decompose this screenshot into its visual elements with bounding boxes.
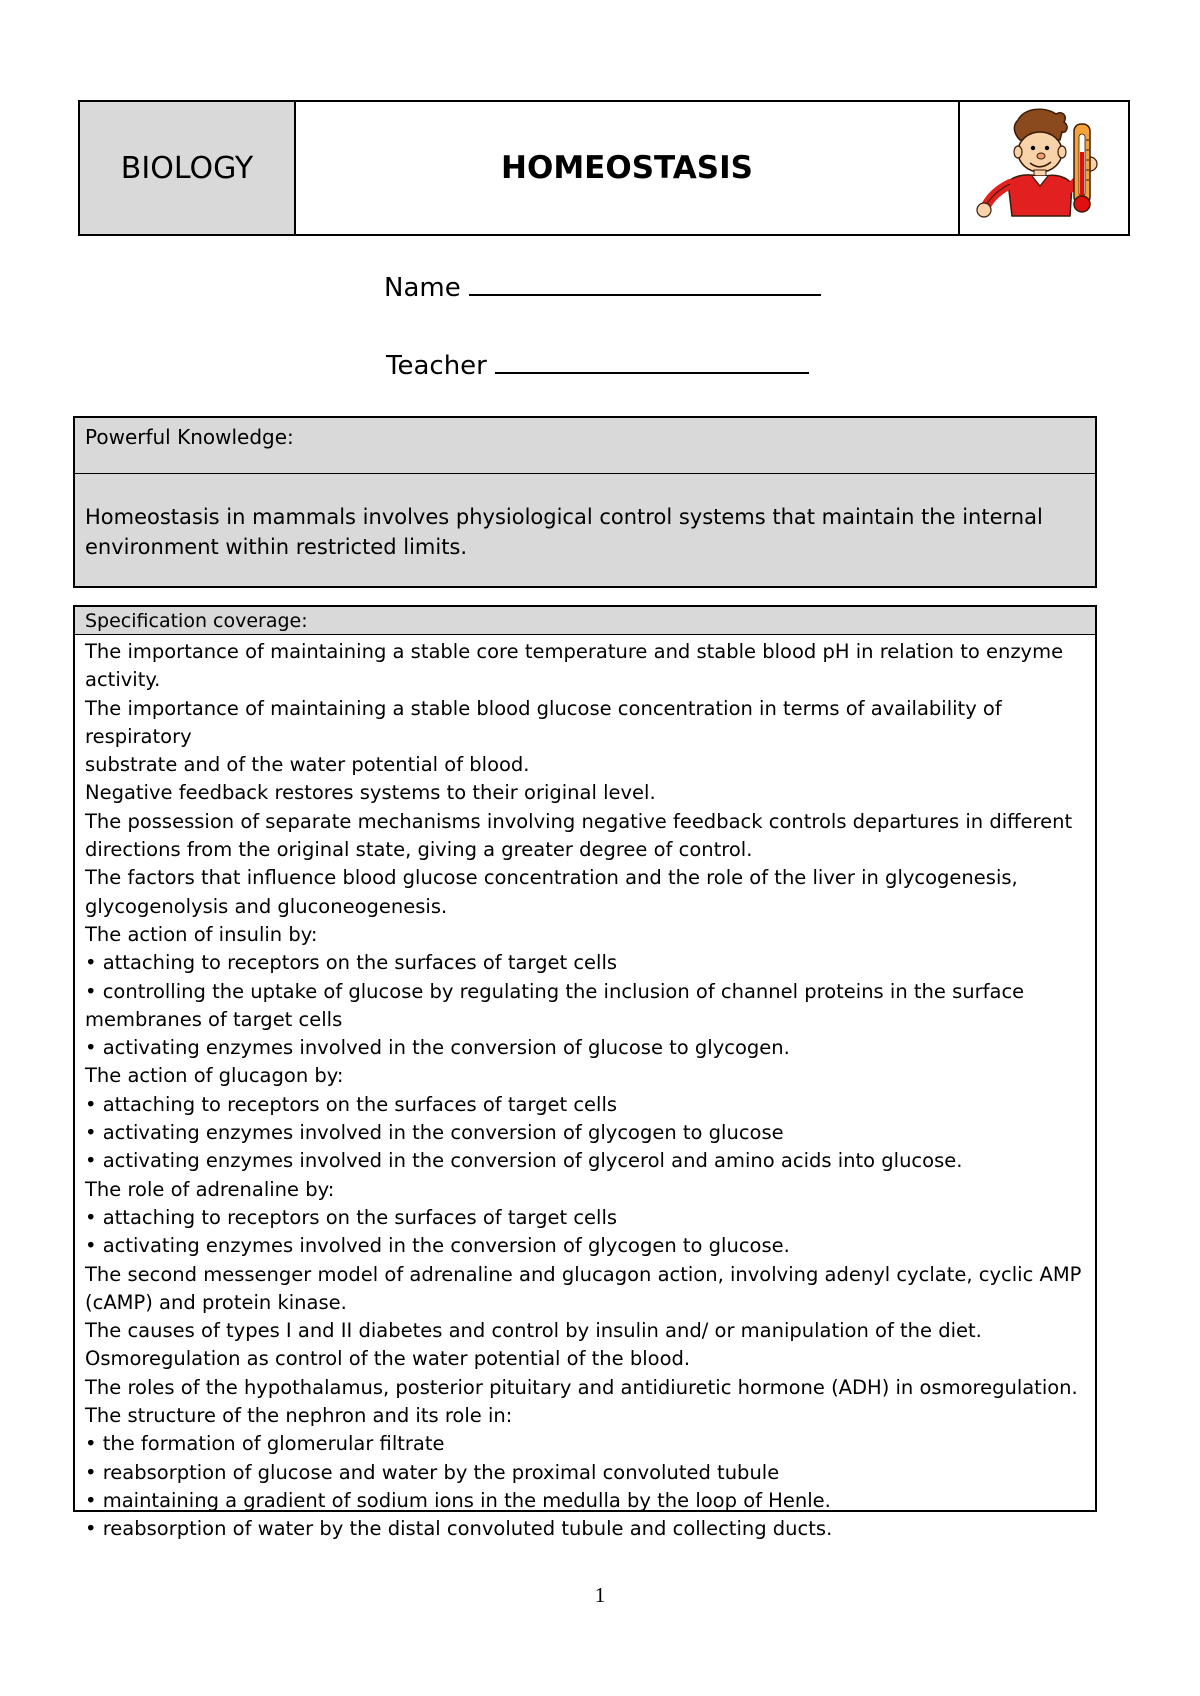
specification-line: Osmoregulation as control of the water potential of the blood.	[85, 1347, 691, 1371]
specification-line: • attaching to receptors on the surfaces of target cells	[85, 1205, 618, 1229]
specification-line: • activating enzymes involved in the conversion of glucose to glycogen.	[85, 1036, 790, 1060]
specification-line: The factors that influence blood glucose concentration and the role of the liver in glycogenesis,	[85, 866, 1018, 890]
specification-line: Negative feedback restores systems to their original level.	[85, 781, 656, 805]
specification-line: activity.	[85, 668, 161, 692]
logo-cell	[960, 102, 1128, 234]
specification-line: The action of insulin by:	[85, 922, 318, 946]
specification-line: glycogenolysis and gluconeogenesis.	[85, 894, 448, 918]
specification-line: The action of glucagon by:	[85, 1064, 344, 1088]
specification-line: • reabsorption of glucose and water by the proximal convoluted tubule	[85, 1460, 780, 1484]
specification-line: • activating enzymes involved in the conversion of glycerol and amino acids into glucose.	[85, 1149, 963, 1173]
teacher-blank[interactable]	[495, 350, 809, 374]
powerful-knowledge-text: Homeostasis in mammals involves physiological control systems that maintain the internal environment within restricted limits.	[85, 505, 1043, 559]
teacher-label: Teacher	[386, 351, 487, 381]
specification-line: substrate and of the water potential of blood.	[85, 753, 530, 777]
specification-line: • attaching to receptors on the surfaces of target cells	[85, 1092, 618, 1116]
specification-line: • the formation of glomerular filtrate	[85, 1432, 445, 1456]
boy-with-thermometer-icon	[974, 106, 1114, 230]
specification-line: directions from the original state, giving a greater degree of control.	[85, 838, 753, 862]
page-number: 1	[594, 1583, 606, 1607]
name-label: Name	[384, 273, 461, 303]
specification-line: The second messenger model of adrenaline and glucagon action, involving adenyl cyclate, cyclic AMP	[85, 1262, 1082, 1286]
specification-line: The roles of the hypothalamus, posterior pituitary and antidiuretic hormone (ADH) in osmoregulation.	[85, 1375, 1078, 1399]
specification-line: The importance of maintaining a stable blood glucose concentration in terms of availability of respiratory	[85, 696, 1002, 748]
specification-line: (cAMP) and protein kinase.	[85, 1290, 347, 1314]
name-blank[interactable]	[469, 272, 821, 296]
subject-label: BIOLOGY	[80, 102, 296, 234]
page-title: HOMEOSTASIS	[296, 102, 960, 234]
specification-line: • controlling the uptake of glucose by regulating the inclusion of channel proteins in the surface	[85, 979, 1025, 1003]
powerful-knowledge-heading: Powerful Knowledge:	[75, 418, 1095, 474]
specification-line: • activating enzymes involved in the conversion of glycogen to glucose	[85, 1121, 784, 1145]
teacher-field[interactable]	[386, 350, 809, 381]
specification-line: The structure of the nephron and its role in:	[85, 1404, 513, 1428]
specification-box	[73, 605, 1097, 1541]
specification-line: The role of adrenaline by:	[85, 1177, 335, 1201]
specification-list	[75, 635, 1095, 1544]
specification-line: • activating enzymes involved in the conversion of glycogen to glucose.	[85, 1234, 790, 1258]
specification-line: membranes of target cells	[85, 1007, 343, 1031]
header-table	[78, 100, 1130, 236]
specification-line: • attaching to receptors on the surfaces of target cells	[85, 951, 618, 975]
specification-line: The possession of separate mechanisms involving negative feedback controls departures in different	[85, 809, 1073, 833]
specification-line: • maintaining a gradient of sodium ions in the medulla by the loop of Henle.	[85, 1488, 831, 1512]
specification-heading: Specification coverage:	[75, 607, 1095, 635]
powerful-knowledge-box	[73, 416, 1097, 588]
specification-line: • reabsorption of water by the distal convoluted tubule and collecting ducts.	[85, 1517, 833, 1541]
specification-line: The causes of types I and II diabetes and control by insulin and/ or manipulation of the diet.	[85, 1319, 982, 1343]
specification-line: The importance of maintaining a stable core temperature and stable blood pH in relation to enzyme	[85, 640, 1064, 663]
name-field[interactable]	[384, 272, 821, 303]
